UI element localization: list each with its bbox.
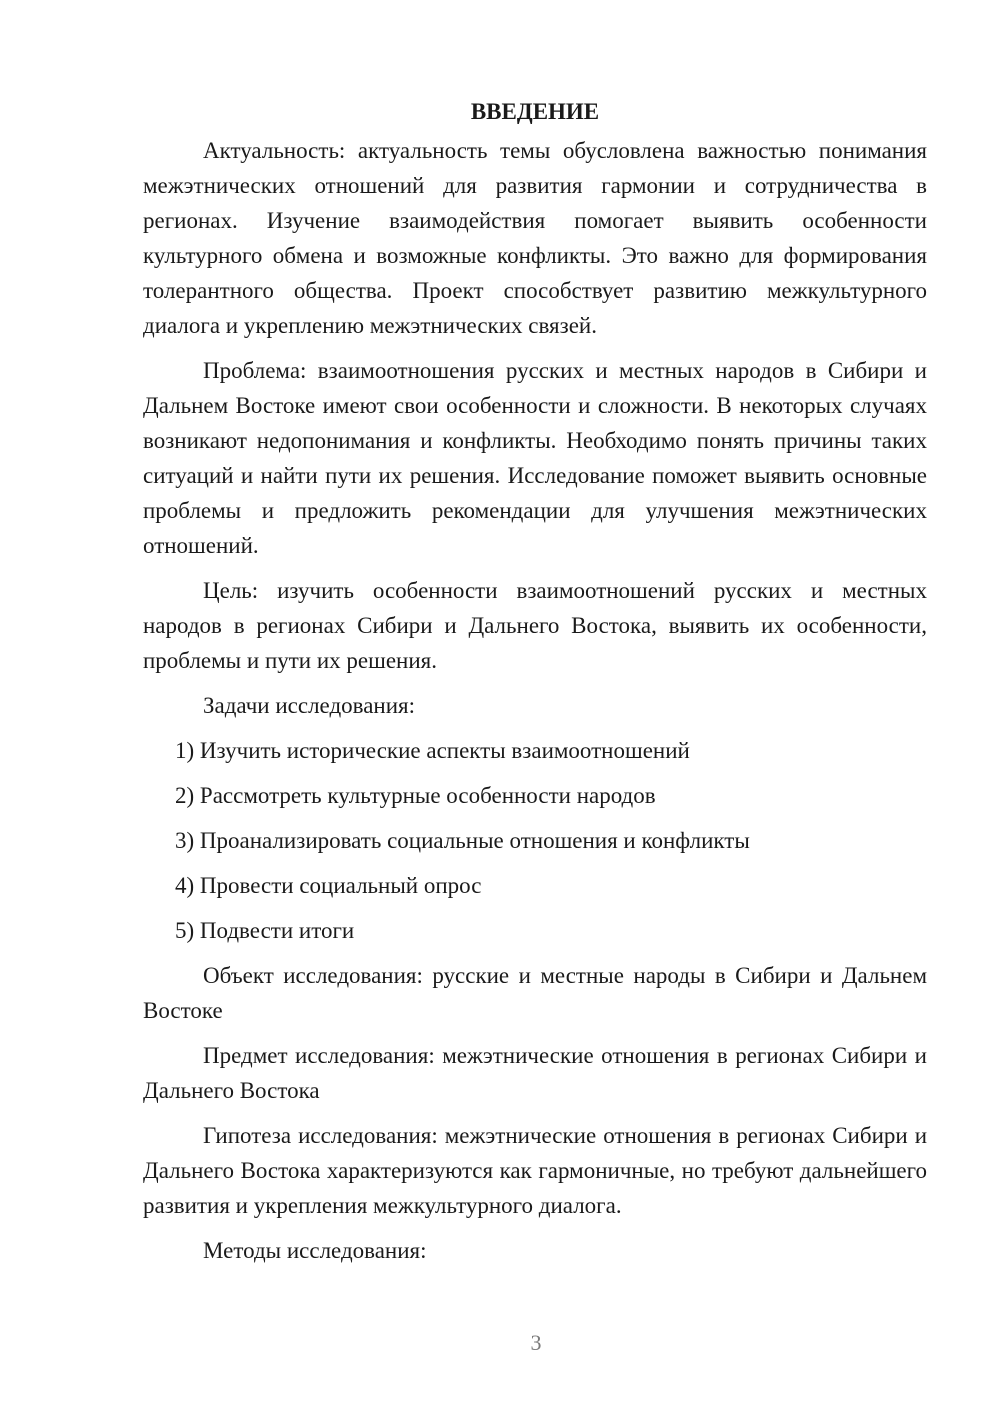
object-paragraph: Объект исследования: русские и местные народы в Сибири и Дальнем Востоке: [143, 963, 927, 1023]
list-item: 4) Провести социальный опрос: [175, 873, 482, 898]
goal-paragraph: Цель: изучить особенности взаимоотношений русских и местных народов в регионах Сибири и Дальнего Востока, выявить их особенности, проблемы и пути их решения.: [143, 578, 927, 673]
list-item: 1) Изучить исторические аспекты взаимоотношений: [175, 738, 690, 763]
page-number: 3: [530, 1330, 542, 1355]
relevance-paragraph: Актуальность: актуальность темы обусловлена важностью понимания межэтнических отношений для развития гармонии и сотрудничества в регионах. Изучение взаимодействия помогает выявить особенности культурного обмена и возможные конфликты. Это важно для формирования толерантного общества. Проект способствует развитию межкультурного диалога и укреплению межэтнических связей.: [143, 138, 927, 338]
methods-heading: Методы исследования:: [203, 1238, 427, 1263]
tasks-heading: Задачи исследования:: [203, 693, 416, 718]
problem-paragraph: Проблема: взаимоотношения русских и местных народов в Сибири и Дальнем Востоке имеют свои особенности и сложности. В некоторых случаях возникают недопонимания и конфликты. Необходимо понять причины таких ситуаций и найти пути их решения. Исследование поможет выявить основные проблемы и предложить рекомендации для улучшения межэтнических отношений.: [143, 358, 927, 558]
list-item: 3) Проанализировать социальные отношения и конфликты: [175, 828, 750, 853]
list-item: 5) Подвести итоги: [175, 918, 355, 943]
page-content: [143, 94, 927, 1278]
list-item: 2) Рассмотреть культурные особенности народов: [175, 783, 656, 808]
hypothesis-paragraph: Гипотеза исследования: межэтнические отношения в регионах Сибири и Дальнего Востока характеризуются как гармоничные, но требуют дальнейшего развития и укрепления межкультурного диалога.: [143, 1123, 927, 1218]
subject-paragraph: Предмет исследования: межэтнические отношения в регионах Сибири и Дальнего Востока: [143, 1043, 927, 1103]
tasks-list: [143, 733, 927, 948]
section-title: ВВЕДЕНИЕ: [470, 99, 600, 124]
